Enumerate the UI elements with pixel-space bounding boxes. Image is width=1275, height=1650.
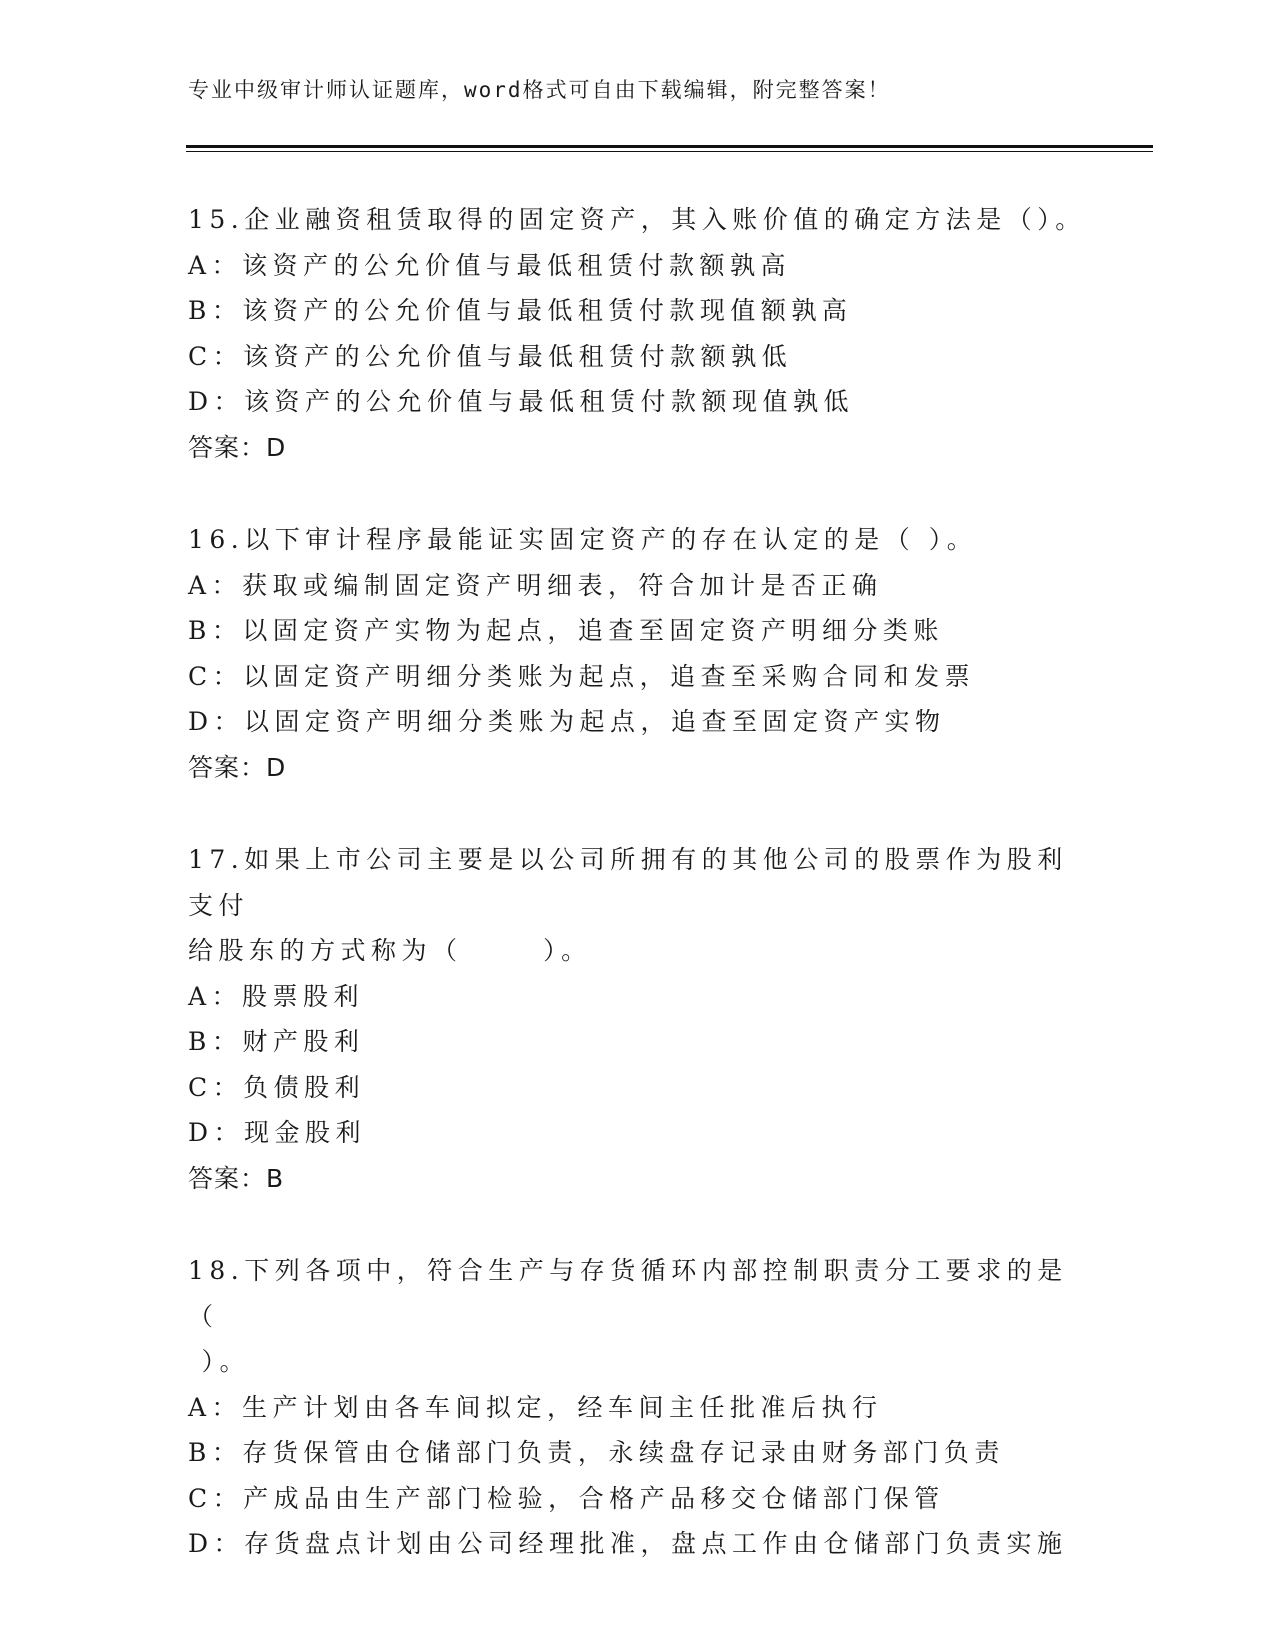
option-a: A：该资产的公允价值与最低租赁付款额孰高 <box>188 250 792 280</box>
question-stem-cont: 给股东的方式称为（ ）。 <box>188 936 592 965</box>
answer: 答案：B <box>188 1163 285 1193</box>
question-16 <box>188 517 1088 790</box>
question-stem: 15.企业融资租赁取得的固定资产，其入账价值的确定方法是（）。 <box>188 205 1086 234</box>
option-b: B：存货保管由仓储部门负责，永续盘存记录由财务部门负责 <box>188 1438 1005 1467</box>
option-d: D：存货盘点计划由公司经理批准，盘点工作由仓储部门负责实施 <box>188 1529 1068 1558</box>
option-b: B：以固定资产实物为起点，追查至固定资产明细分类账 <box>188 616 944 645</box>
page-header: 专业中级审计师认证题库，word格式可自由下载编辑，附完整答案！ <box>188 78 891 102</box>
option-a: A：生产计划由各车间拟定，经车间主任批准后执行 <box>188 1392 883 1422</box>
header-rule-thick <box>186 145 1153 148</box>
option-c: C：产成品由生产部门检验，合格产品移交仓储部门保管 <box>188 1483 945 1513</box>
question-stem-cont: ）。 <box>188 1347 250 1376</box>
option-b: B：财产股利 <box>188 1027 365 1056</box>
option-d: D：以固定资产明细分类账为起点，追查至固定资产实物 <box>188 707 946 736</box>
question-18 <box>188 1248 1088 1567</box>
question-stem: 18.下列各项中，符合生产与存货循环内部控制职责分工要求的是（ <box>188 1256 1068 1331</box>
option-c: C：该资产的公允价值与最低租赁付款额孰低 <box>188 341 793 371</box>
question-stem: 17.如果上市公司主要是以公司所拥有的其他公司的股票作为股利支付 <box>188 845 1068 920</box>
option-c: C：以固定资产明细分类账为起点，追查至采购合同和发票 <box>188 661 976 691</box>
option-a: A：获取或编制固定资产明细表，符合加计是否正确 <box>188 570 883 600</box>
question-17 <box>188 837 1088 1201</box>
option-c: C：负债股利 <box>188 1072 366 1102</box>
question-stem: 16.以下审计程序最能证实固定资产的存在认定的是（ ）。 <box>188 525 978 554</box>
option-d: D：现金股利 <box>188 1118 367 1147</box>
answer: 答案：D <box>188 432 287 462</box>
answer: 答案：D <box>188 752 287 782</box>
question-list <box>188 197 1088 1614</box>
option-a: A：股票股利 <box>188 981 365 1011</box>
question-15 <box>188 197 1088 470</box>
header-rule-thin <box>186 151 1153 152</box>
option-d: D：该资产的公允价值与最低租赁付款额现值孰低 <box>188 387 855 416</box>
option-b: B：该资产的公允价值与最低租赁付款现值额孰高 <box>188 296 853 325</box>
